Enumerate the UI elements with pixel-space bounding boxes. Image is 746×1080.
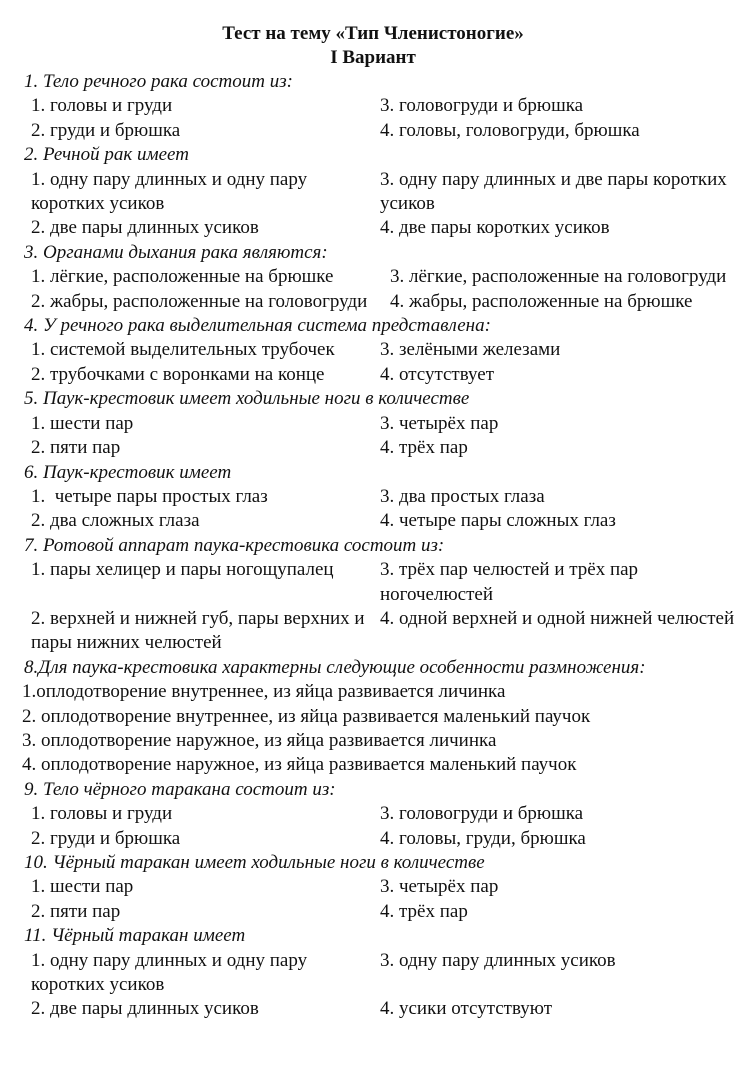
answer-option: 1. шести пар [31, 876, 134, 898]
variant-label: I Вариант [330, 47, 416, 68]
answer-row [24, 607, 746, 656]
answer-row [24, 290, 746, 314]
question-1: 1. Тело речного рака состоит из: [24, 71, 293, 92]
answer-option: 3. одну пару длинных усиков [380, 949, 616, 971]
answer-option: 4. усики отсутствуют [380, 998, 553, 1020]
answer-row [24, 827, 746, 851]
answer-row [24, 119, 746, 143]
answer-option: 4. две пары коротких усиков [380, 217, 610, 239]
answer-row [24, 168, 746, 217]
answer-row [24, 997, 746, 1021]
answer-option: 1. системой выделительных трубочек [31, 339, 335, 361]
answer-option: 3. головогруди и брюшка [380, 803, 584, 825]
answer-option: 2. пяти пар [31, 900, 121, 922]
question-5: 5. Паук-крестовик имеет ходильные ноги в количестве [24, 388, 470, 410]
answer-line: 4. оплодотворение наружное, из яйца развивается маленький паучок [22, 754, 577, 776]
page-title: Тест на тему «Тип Членистоногие» [222, 23, 524, 44]
answer-row [24, 94, 746, 118]
question-8: 8.Для паука-крестовика характерны следующие особенности размножения: [24, 656, 646, 678]
answer-option: 2. две пары длинных усиков [31, 998, 259, 1020]
question-2: 2. Речной рак имеет [24, 144, 189, 166]
answer-row [24, 802, 746, 826]
answer-option: 2. две пары длинных усиков [31, 217, 259, 239]
question-7: 7. Ротовой аппарат паука-крестовика состоит из: [24, 534, 445, 556]
answer-option: 2. груди и брюшка [31, 827, 181, 849]
answer-option: 4. трёх пар [380, 900, 468, 922]
answer-option: 3. трёх пар челюстей и трёх пар ногочелюстей [380, 559, 639, 605]
answer-row [24, 875, 746, 899]
answer-option: 3. четырёх пар [380, 412, 499, 434]
answer-option: 4. одной верхней и одной нижней челюстей [380, 607, 735, 629]
question-3: 3. Органами дыхания рака являются: [24, 241, 328, 263]
question-10: 10. Чёрный таракан имеет ходильные ноги в количестве [24, 852, 485, 873]
answer-option: 1. головы и груди [31, 803, 173, 825]
answer-option: 4. четыре пары сложных глаз [380, 510, 616, 532]
answer-option: 2. жабры, расположенные на головогруди [31, 290, 368, 312]
answer-option: 1. головы и груди [31, 95, 173, 117]
answer-option: 4. трёх пар [380, 437, 468, 459]
answer-row [24, 900, 746, 924]
answer-option: 2. два сложных глаза [31, 510, 200, 532]
answer-option: 1. четыре пары простых глаз [31, 485, 268, 507]
answer-option: 3. лёгкие, расположенные на головогруди [390, 266, 727, 288]
answer-option: 4. жабры, расположенные на брюшке [390, 290, 693, 312]
answer-row [24, 265, 746, 289]
answer-row [24, 338, 746, 362]
answer-option: 1. лёгкие, расположенные на брюшке [31, 266, 334, 288]
answer-row [24, 485, 746, 509]
answer-option: 3. головогруди и брюшка [380, 95, 584, 117]
answer-row [24, 363, 746, 387]
answer-row [24, 949, 746, 998]
answer-option: 1. одну пару длинных и одну пару коротких усиков [31, 168, 308, 215]
answer-option: 3. четырёх пар [380, 876, 499, 898]
answer-line: 1.оплодотворение внутреннее, из яйца развивается личинка [22, 681, 506, 703]
answer-option: 4. головы, головогруди, брюшка [380, 119, 640, 141]
answer-option: 1. пары хелицер и пары ногощупалец [31, 559, 334, 581]
answer-option: 2. пяти пар [31, 437, 121, 459]
answer-option: 2. верхней и нижней губ, пары верхних и пары нижних челюстей [31, 607, 365, 654]
answer-row [24, 412, 746, 436]
answer-row [24, 436, 746, 460]
question-9: 9. Тело чёрного таракана состоит из: [24, 778, 336, 800]
answer-line: 2. оплодотворение внутреннее, из яйца развивается маленький паучок [22, 705, 591, 727]
answer-row [24, 509, 746, 533]
answer-option: 2. трубочками с воронками на конце [31, 363, 325, 385]
answer-option: 3. одну пару длинных и две пары коротких усиков [380, 168, 727, 215]
question-4: 4. У речного рака выделительная система представлена: [24, 315, 491, 337]
answer-option: 3. зелёными железами [380, 339, 561, 361]
answer-option: 4. отсутствует [380, 363, 495, 385]
answer-option: 2. груди и брюшка [31, 119, 181, 141]
answer-option: 4. головы, груди, брюшка [380, 827, 586, 849]
answer-row [24, 558, 746, 607]
question-6: 6. Паук-крестовик имеет [24, 461, 232, 483]
answer-row [24, 216, 746, 240]
question-11: 11. Чёрный таракан имеет [24, 925, 246, 947]
answer-line: 3. оплодотворение наружное, из яйца развивается личинка [22, 729, 497, 751]
answer-option: 1. шести пар [31, 412, 134, 434]
answer-option: 3. два простых глаза [380, 485, 545, 507]
answer-option: 1. одну пару длинных и одну пару коротких усиков [31, 949, 308, 996]
